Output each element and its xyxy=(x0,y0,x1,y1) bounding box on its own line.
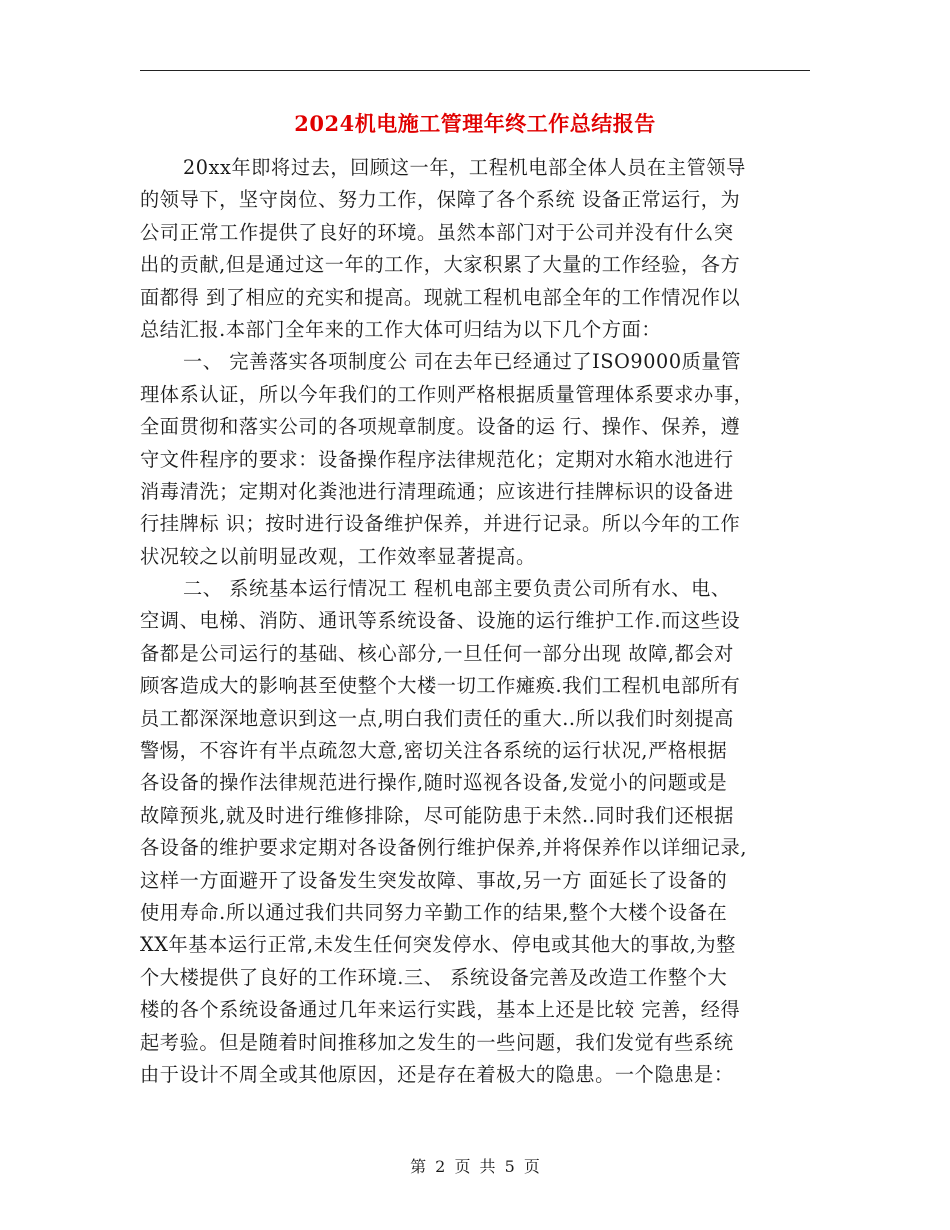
text-line: 总结汇报.本部门全年来的工作大体可归结为以下几个方面： xyxy=(140,317,662,341)
text-line: 公司正常工作提供了良好的环境。虽然本部门对于公司并没有什么突 xyxy=(140,220,734,244)
text-line: 使用寿命.所以通过我们共同努力辛勤工作的结果,整个大楼个设备在 xyxy=(140,900,728,924)
document-title: 2024机电施工管理年终工作总结报告 xyxy=(294,111,656,136)
text-line: 20xx年即将过去，回顾这一年，工程机电部全体人员在主管领导 xyxy=(183,156,746,179)
text-line: 备都是公司运行的基础、核心部分,一旦任何一部分出现 故障,都会对 xyxy=(140,641,734,665)
text-line: 这样一方面避开了设备发生突发故障、事故,另一方 面延长了设备的 xyxy=(140,868,728,892)
text-line: 各设备的操作法律规范进行操作,随时巡视各设备,发觉小的问题或是 xyxy=(140,771,728,795)
text-line: 故障预兆,就及时进行维修排除，尽可能防患于未然..同时我们还根据 xyxy=(140,803,734,827)
text-line: 警惕，不容许有半点疏忽大意,密切关注各系统的运行状况,严格根据 xyxy=(140,739,728,763)
text-line: 由于设计不周全或其他原因，还是存在着极大的隐患。一个隐患是： xyxy=(140,1062,734,1086)
text-line: 面都得 到了相应的充实和提高。现就工程机电部全年的工作情况作以 xyxy=(140,285,741,309)
text-line: 的领导下，坚守岗位、努力工作，保障了各个系统 设备正常运行，为 xyxy=(140,188,741,212)
document-body xyxy=(140,152,810,1091)
text-line: 一、 完善落实各项制度公 司在去年已经通过了ISO9000质量管 xyxy=(183,350,741,374)
page-number-footer: 第 2 页 共 5 页 xyxy=(410,1157,540,1176)
text-line: 起考验。但是随着时间推移加之发生的一些问题，我们发觉有些系统 xyxy=(140,1030,734,1054)
text-line: 消毒清洗；定期对化粪池进行清理疏通；应该进行挂牌标识的设备进 xyxy=(140,479,734,503)
text-line: 出的贡献,但是通过这一年的工作，大家积累了大量的工作经验，各方 xyxy=(140,253,741,277)
text-line: 全面贯彻和落实公司的各项规章制度。设备的运 行、操作、保养，遵 xyxy=(140,415,741,439)
text-line: 行挂牌标 识；按时进行设备维护保养，并进行记录。所以今年的工作 xyxy=(140,512,741,536)
text-line: 顾客造成大的影响甚至使整个大楼一切工作瘫痪.我们工程机电部所有 xyxy=(140,674,741,698)
text-line: 员工都深深地意识到这一点,明白我们责任的重大..所以我们时刻提高 xyxy=(140,706,734,730)
text-line: 二、 系统基本运行情况工 程机电部主要负责公司所有水、电、 xyxy=(183,577,731,601)
text-line: 各设备的维护要求定期对各设备例行维护保养,并将保养作以详细记录, xyxy=(140,836,748,860)
text-line: XX年基本运行正常,未发生任何突发停水、停电或其他大的事故,为整 xyxy=(140,933,736,957)
text-line: 个大楼提供了良好的工作环境.三、 系统设备完善及改造工作整个大 xyxy=(140,965,728,989)
text-line: 守文件程序的要求：设备操作程序法律规范化；定期对水箱水池进行 xyxy=(140,447,734,471)
text-line: 楼的各个系统设备通过几年来运行实践，基本上还是比较 完善，经得 xyxy=(140,998,741,1022)
text-line: 状况较之以前明显改观，工作效率显著提高。 xyxy=(140,544,536,568)
text-line: 理体系认证，所以今年我们的工作则严格根据质量管理体系要求办事， xyxy=(140,382,754,406)
header-rule xyxy=(140,70,810,71)
text-line: 空调、电梯、消防、通讯等系统设备、设施的运行维护工作.而这些设 xyxy=(140,609,741,633)
